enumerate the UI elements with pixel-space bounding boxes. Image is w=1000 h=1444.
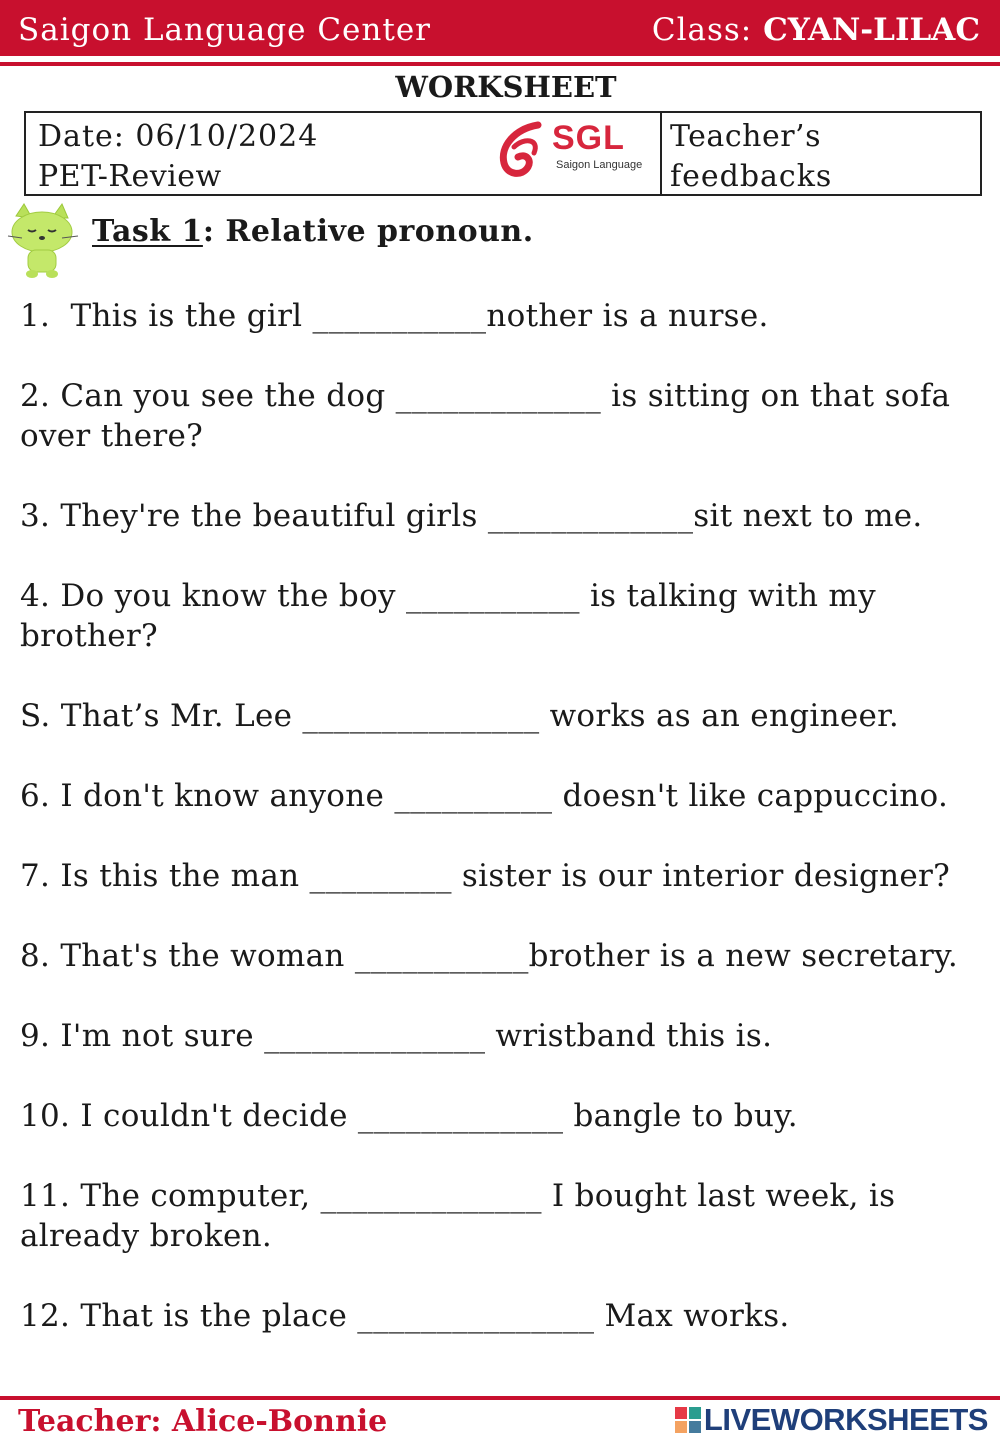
question-text: 4. Do you know the boy ___________ is talking with my brother? bbox=[20, 578, 887, 654]
question-9 bbox=[20, 1016, 985, 1056]
question-text: 2. Can you see the dog _____________ is sitting on that sofa over there? bbox=[20, 378, 961, 454]
question-text: 12. That is the place _______________ Max works. bbox=[20, 1298, 790, 1334]
question-2 bbox=[20, 376, 985, 456]
worksheet-title: WORKSHEET bbox=[395, 70, 617, 104]
info-box bbox=[24, 111, 982, 196]
footer-rule bbox=[0, 1396, 1000, 1400]
question-10 bbox=[20, 1096, 985, 1136]
top-banner bbox=[0, 0, 1000, 56]
header-rule bbox=[0, 62, 1000, 66]
date-text: Date: 06/10/2024 bbox=[38, 119, 319, 154]
logo-text: SGL bbox=[552, 119, 625, 157]
question-text: 9. I'm not sure ______________ wristband this is. bbox=[20, 1018, 773, 1054]
task-heading bbox=[92, 214, 534, 249]
level-text: PET-Review bbox=[38, 159, 222, 194]
question-11 bbox=[20, 1176, 985, 1256]
teacher-name: Teacher: Alice-Bonnie bbox=[18, 1404, 388, 1439]
liveworksheets-logo-icon bbox=[674, 1406, 702, 1434]
question-4 bbox=[20, 576, 985, 656]
question-12 bbox=[20, 1296, 985, 1336]
cat-mascot-icon bbox=[4, 202, 90, 280]
logo-subtext: Saigon Language bbox=[556, 159, 643, 171]
question-text: 11. The computer, ______________ I bought last week, is already broken. bbox=[20, 1178, 906, 1254]
question-text: S. That’s Mr. Lee _______________ works as an engineer. bbox=[20, 698, 899, 734]
center-name: Saigon Language Center bbox=[18, 12, 431, 48]
question-3 bbox=[20, 496, 985, 536]
feedback-label-1: Teacher’s bbox=[670, 119, 821, 154]
liveworksheets-brand bbox=[674, 1402, 988, 1438]
question-7 bbox=[20, 856, 985, 896]
question-5 bbox=[20, 696, 985, 736]
feedback-label-2: feedbacks bbox=[670, 159, 833, 194]
class-name: CYAN-LILAC bbox=[763, 12, 980, 48]
question-text: 8. That's the woman ___________brother is a new secretary. bbox=[20, 938, 958, 974]
task-label: Task 1 bbox=[92, 214, 203, 249]
class-label: Class: bbox=[651, 12, 764, 48]
question-text: 3. They're the beautiful girls _____________sit next to me. bbox=[20, 498, 923, 534]
question-text: 7. Is this the man _________ sister is our interior designer? bbox=[20, 858, 951, 894]
class-info bbox=[652, 12, 980, 48]
question-text: 10. I couldn't decide _____________ bangle to buy. bbox=[20, 1098, 798, 1134]
question-6 bbox=[20, 776, 985, 816]
question-text: 6. I don't know anyone __________ doesn't like cappuccino. bbox=[20, 778, 949, 814]
info-divider bbox=[660, 113, 662, 196]
question-8 bbox=[20, 936, 985, 976]
liveworksheets-text: LIVEWORKSHEETS bbox=[703, 1402, 988, 1437]
sgl-logo bbox=[494, 115, 649, 193]
question-1 bbox=[20, 296, 985, 336]
sgl-swirl-icon bbox=[494, 117, 554, 187]
task-title: : Relative pronoun. bbox=[202, 214, 534, 249]
question-text: 1. This is the girl ___________nother is a nurse. bbox=[20, 298, 769, 334]
